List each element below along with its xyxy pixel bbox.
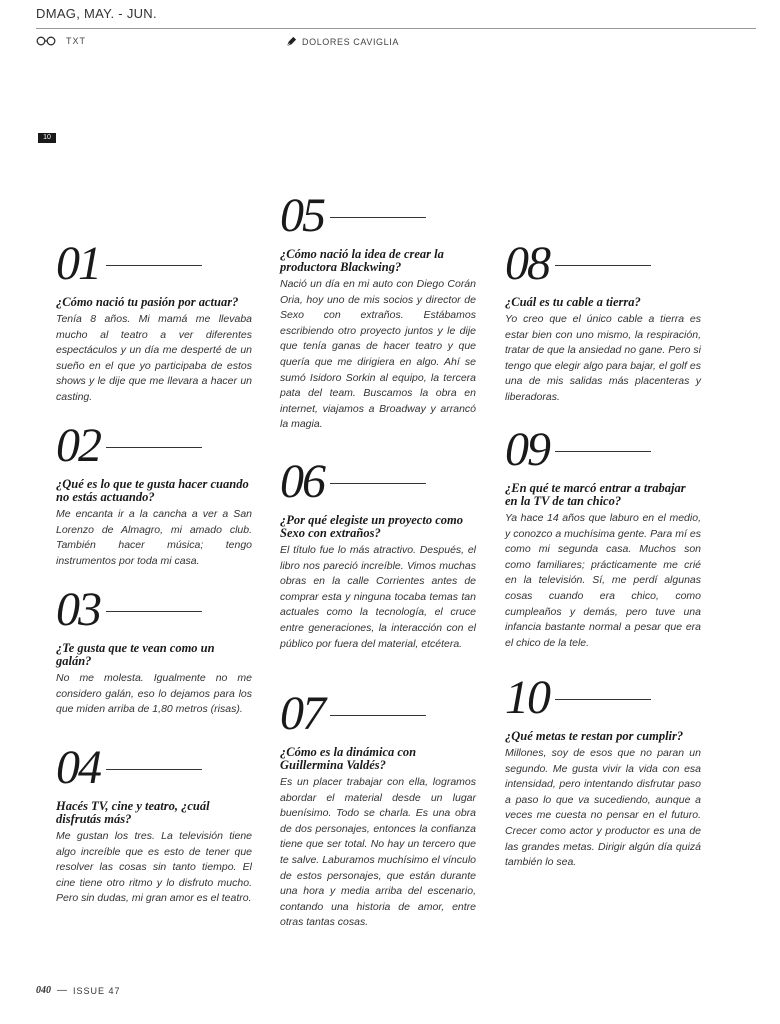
- footer-dash: —: [57, 985, 67, 996]
- qa-item-02: [56, 420, 252, 569]
- qa-answer: Tenía 8 años. Mi mamá me llevaba mucho al teatro a ver diferentes espectáculos y un día me desperté de un sueño en el que yo participaba de estos shows y le dije que me llevara a hacer un casting.: [56, 313, 252, 403]
- qa-item-05: [280, 190, 476, 433]
- qa-question: ¿En qué te marcó entrar a trabajar en la TV de tan chico?: [505, 481, 686, 508]
- number-rule: [106, 265, 202, 266]
- author-name: DOLORES CAVIGLIA: [302, 36, 399, 47]
- number-rule: [106, 447, 202, 448]
- footer-page-number: 040: [36, 985, 51, 996]
- qa-number: 03: [56, 583, 100, 636]
- qa-number: 08: [505, 237, 549, 290]
- magazine-header: DMAG, MAY. - JUN.: [36, 6, 157, 21]
- section-label: [36, 36, 86, 46]
- number-rule: [330, 715, 426, 716]
- qa-item-06: [280, 456, 476, 652]
- qa-number: 07: [280, 687, 324, 740]
- qa-answer: Millones, soy de esos que no paran un segundo. Me gusta vivir la vida con esa intensidad, pero intentando disfrutar paso a paso lo que va sucediendo, aunque a veces me cuesta no pensar en el futuro. Crecer como actor y productor es una de las grandes metas. Dirigir algún día quizá también lo sea.: [505, 747, 701, 869]
- qa-question: Hacés TV, cine y teatro, ¿cuál disfrutás más?: [56, 799, 210, 826]
- qa-answer: Es un placer trabajar con ella, logramos abordar el material desde un lugar buenísimo. Todo se charla. Es una obra de dos personajes, entonces la confianza tiene que ser total. No hay un tercero que te salve. Laburamos muchísimo el vínculo de estos personajes, que están durante una hora y media arriba del escenario, contando una historia de amor, entre otras tantas cosas.: [280, 776, 476, 929]
- qa-number: 10: [505, 671, 549, 724]
- qa-item-01: [56, 238, 252, 406]
- number-rule: [106, 611, 202, 612]
- qa-question: ¿Cómo es la dinámica con Guillermina Valdés?: [280, 745, 417, 772]
- qa-number: 05: [280, 189, 324, 242]
- page-tag: 10: [38, 133, 56, 143]
- qa-answer: Ya hace 14 años que laburo en el medio, y conozco a muchísima gente. Para mí es como mi segunda casa. Muchos son como familiares; prácticamente me crié en la televisión. Sí, me perdí algunas cosas cuando era chico, como cumpleaños y demás, pero tuve una infancia bastante normal a pesar que era el chico de la tele.: [505, 512, 701, 649]
- qa-number: 02: [56, 419, 100, 472]
- footer-issue: ISSUE 47: [73, 985, 121, 996]
- qa-number: 09: [505, 423, 549, 476]
- qa-answer: Me gustan los tres. La televisión tiene algo increíble que es esto de tener que resolver las cosas sin tanto tiempo. El cine tiene otro ritmo y lo disfruto mucho. Pero sin dudas, mi gran amor es el teatro.: [56, 830, 252, 905]
- number-rule: [555, 451, 651, 452]
- glasses-icon: [36, 36, 56, 46]
- qa-item-04: [56, 742, 252, 907]
- number-rule: [330, 217, 426, 218]
- number-rule: [555, 699, 651, 700]
- qa-answer: Yo creo que el único cable a tierra es estar bien con uno mismo, la respiración, tratar de que la ansiedad no gane. Pero si tengo que elegir algo para bajar, el golf es una de mis salidas más placenteras y liberadoras.: [505, 313, 701, 403]
- qa-answer: Nació un día en mi auto con Diego Corán Oria, hoy uno de mis socios y director de Sexo con extraños. Estábamos escribiendo otro proyecto juntos y le dije que tenía ganas de hacer teatro y que quería que me dirigiera en algo. Ahí se sumó Isidoro Sorkin al equipo, la tercera pata del team. Buscamos la obra en internet, viajamos a Broadway y arrancó la magia.: [280, 278, 476, 431]
- qa-item-10: [505, 672, 701, 871]
- qa-question: ¿Cómo nació tu pasión por actuar?: [56, 295, 239, 309]
- qa-number: 01: [56, 237, 100, 290]
- header-divider: [36, 28, 756, 29]
- number-rule: [106, 769, 202, 770]
- qa-answer: El título fue lo más atractivo. Después, el libro nos pareció increíble. Vimos muchas obras en la calle Corrientes antes de comprar esta y ninguna tocaba temas tan actuales como la tecnología, el cruce entre generaciones, la interacción con el público por fuera del material, etcétera.: [280, 544, 476, 650]
- qa-question: ¿Te gusta que te vean como un galán?: [56, 641, 215, 668]
- qa-question: ¿Qué es lo que te gusta hacer cuando no estás actuando?: [56, 477, 249, 504]
- pen-icon: [286, 36, 297, 47]
- qa-answer: Me encanta ir a la cancha a ver a San Lorenzo de Almagro, mi amado club. También hacer música; tengo instrumentos por toda mi casa.: [56, 508, 252, 567]
- number-rule: [555, 265, 651, 266]
- qa-question: ¿Por qué elegiste un proyecto como Sexo con extraños?: [280, 513, 463, 540]
- page-footer: [36, 985, 121, 996]
- qa-question: ¿Cuál es tu cable a tierra?: [505, 295, 641, 309]
- qa-number: 04: [56, 741, 100, 794]
- qa-number: 06: [280, 455, 324, 508]
- qa-item-03: [56, 584, 252, 718]
- qa-answer: No me molesta. Igualmente no me considero galán, eso lo dejamos para los que miden arriba de 1,80 metros (risas).: [56, 672, 252, 716]
- section-name: TXT: [66, 36, 86, 46]
- qa-item-08: [505, 238, 701, 406]
- qa-item-09: [505, 424, 701, 651]
- qa-question: ¿Qué metas te restan por cumplir?: [505, 729, 684, 743]
- qa-question: ¿Cómo nació la idea de crear la productora Blackwing?: [280, 247, 444, 274]
- author-byline: [286, 36, 399, 47]
- number-rule: [330, 483, 426, 484]
- qa-item-07: [280, 688, 476, 931]
